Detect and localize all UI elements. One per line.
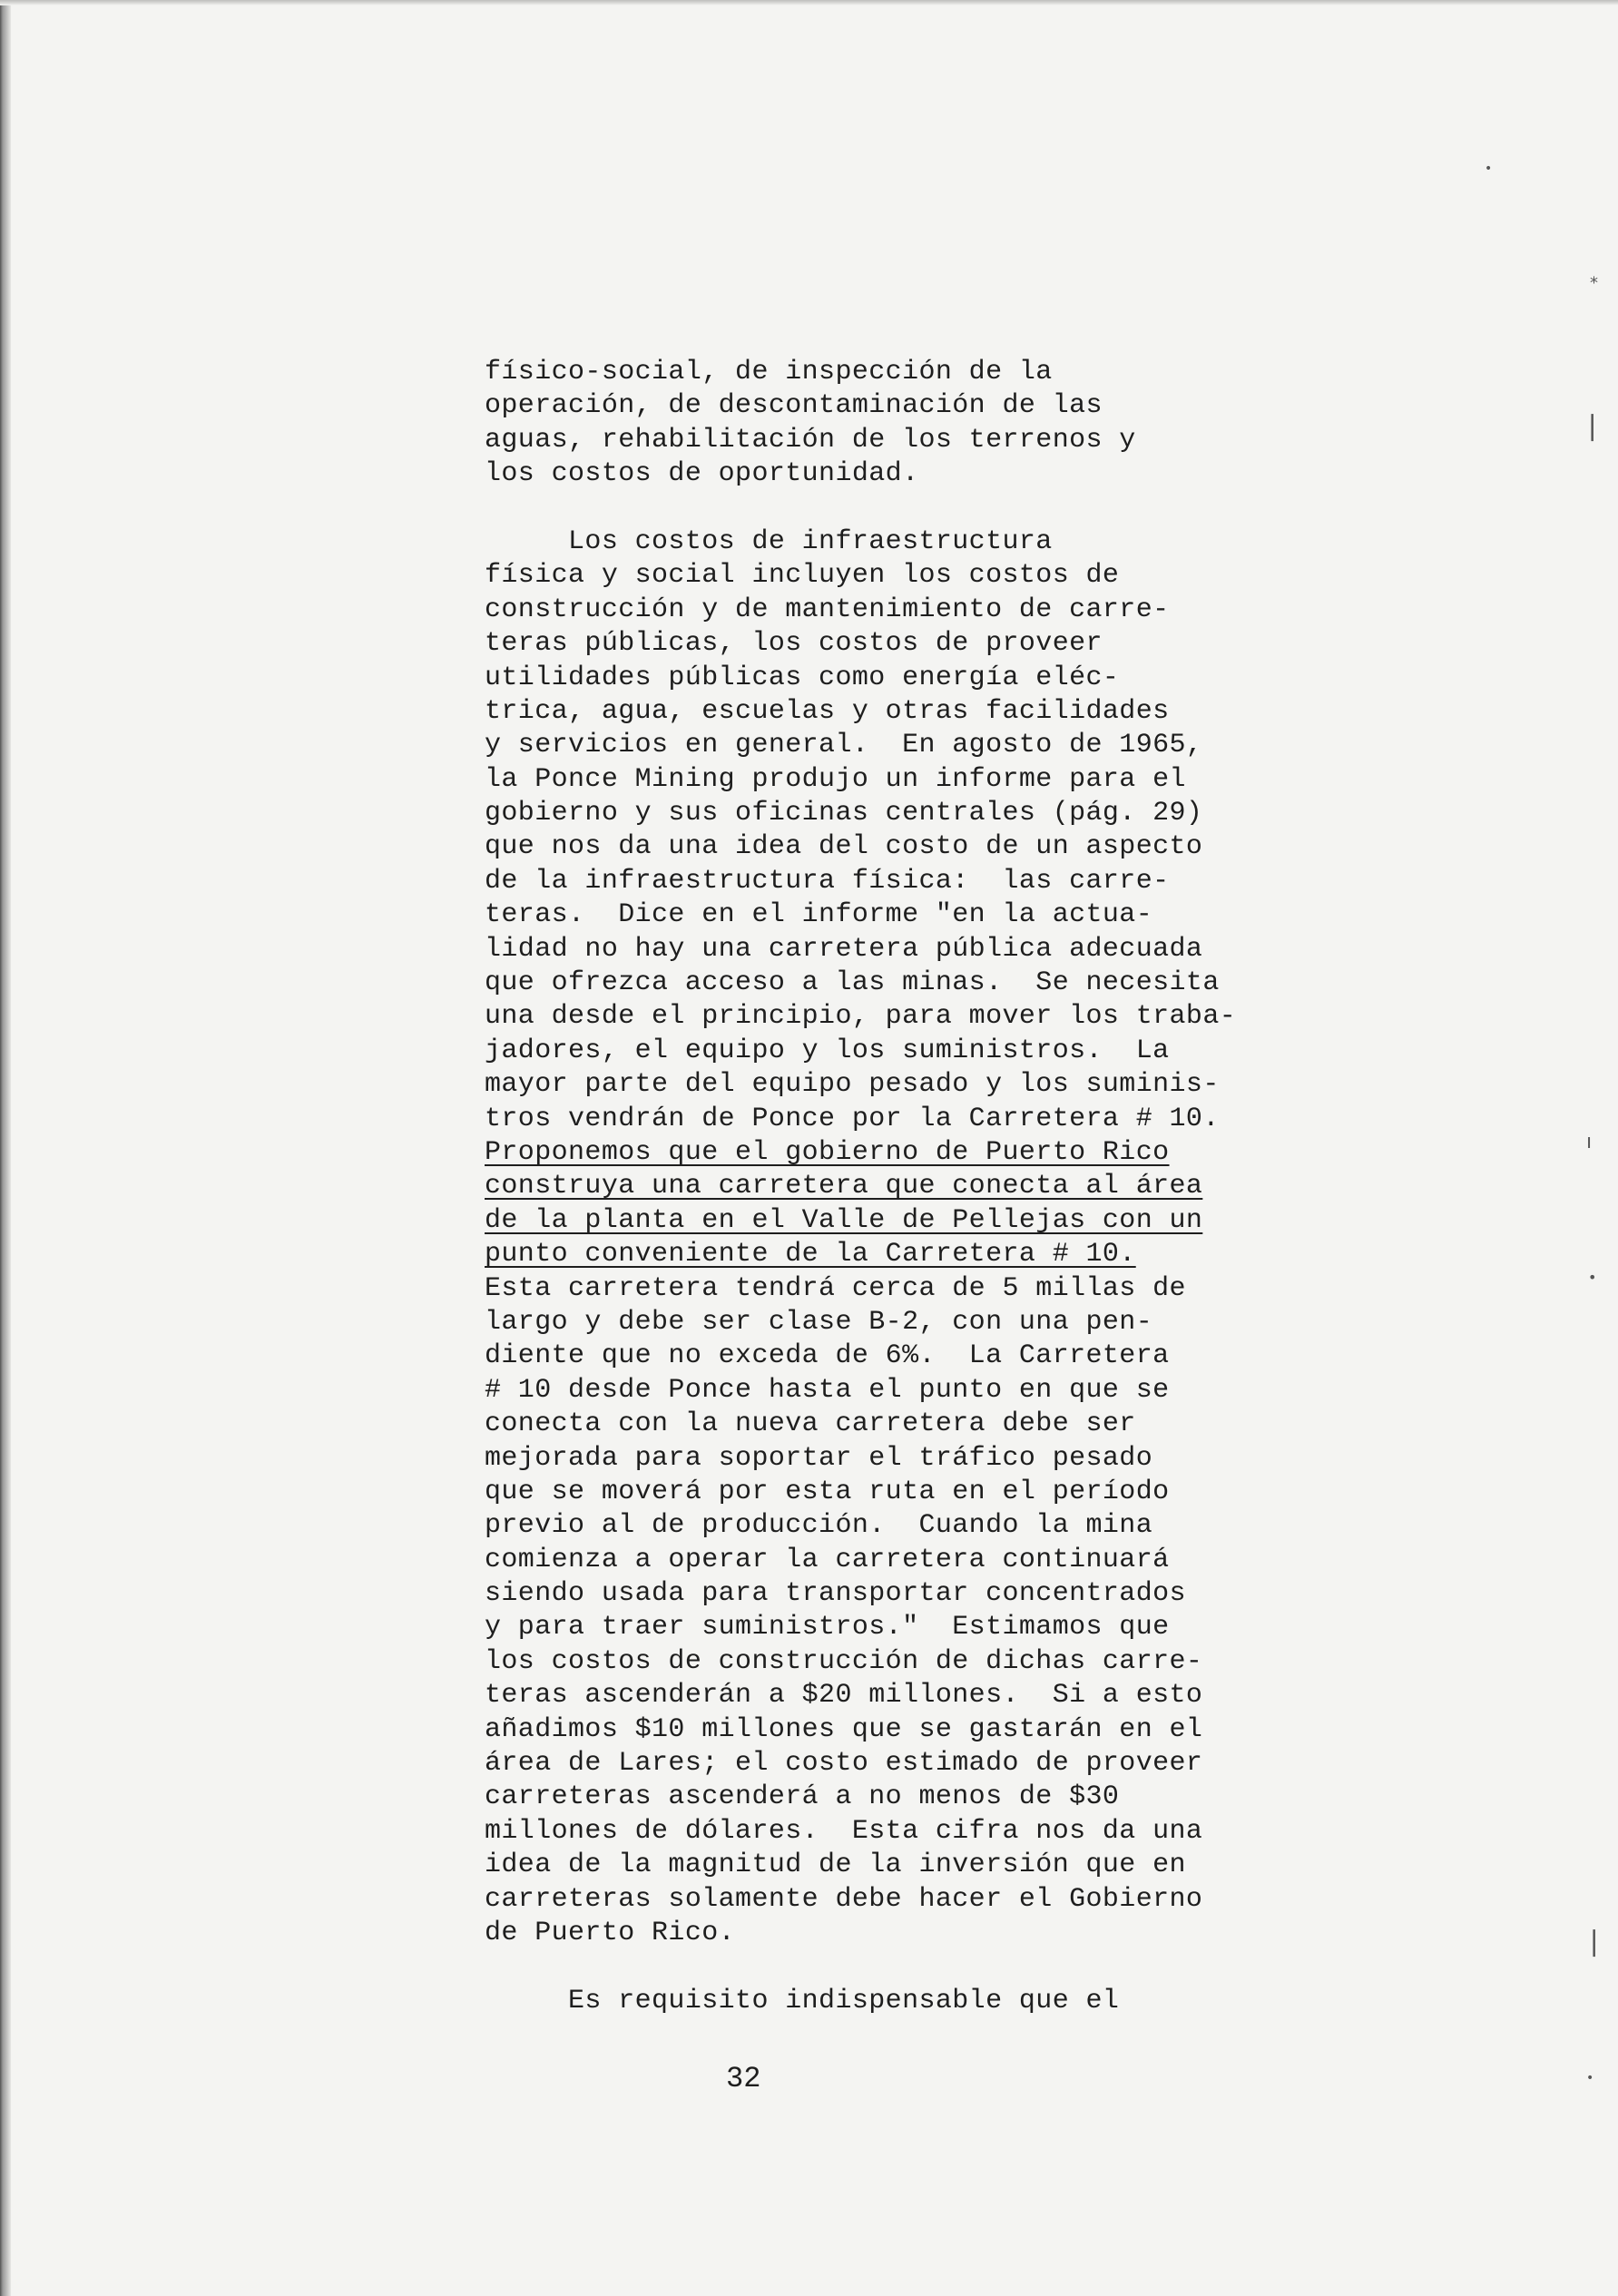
text-line: mayor parte del equipo pesado y los suminis- [485, 1069, 1220, 1101]
text-line: Los costos de infraestructura [485, 525, 1053, 557]
scan-speck: • [1485, 162, 1493, 176]
text-line: físico-social, de inspección de la [485, 357, 1053, 388]
underlined-text: construya una carretera que conecta al área [485, 1171, 1203, 1202]
text-line: y para traer suministros." Estimamos que [485, 1612, 1170, 1644]
text-line: teras. Dice en el informe "en la actua- [485, 899, 1153, 931]
underlined-text: punto conveniente de la Carretera # 10. [485, 1239, 1136, 1271]
text-line: construcción y de mantenimiento de carre- [485, 594, 1170, 625]
scan-speck: ❘ [1583, 1926, 1606, 1957]
text-line: teras públicas, los costos de proveer [485, 628, 1103, 660]
typed-text-body [485, 356, 1265, 2018]
text-line: previo al de producción. Cuando la mina [485, 1510, 1153, 1542]
text-line: jadores, el equipo y los suministros. La [485, 1035, 1170, 1066]
text-line: la Ponce Mining produjo un informe para el [485, 763, 1186, 795]
text-line: que se moverá por esta ruta en el período [485, 1476, 1170, 1507]
underlined-text: Proponemos que el gobierno de Puerto Rico [485, 1136, 1170, 1168]
text-line: los costos de construcción de dichas carre- [485, 1645, 1203, 1677]
text-line: conecta con la nueva carretera debe ser [485, 1408, 1136, 1440]
text-line: gobierno y sus oficinas centrales (pág. 29) [485, 798, 1203, 829]
underlined-text-line [485, 1238, 1265, 1271]
paragraph-gap [485, 492, 1265, 525]
scan-edge-left [0, 0, 11, 2296]
text-line: de la infraestructura física: las carre- [485, 865, 1170, 897]
text-line: lidad no hay una carretera pública adecuada [485, 933, 1203, 965]
text-line: trica, agua, escuelas y otras facilidades [485, 695, 1170, 727]
text-line: # 10 desde Ponce hasta el punto en que se [485, 1374, 1170, 1406]
text-line: largo y debe ser clase B-2, con una pen- [485, 1306, 1153, 1338]
text-line: siendo usada para transportar concentrados [485, 1578, 1186, 1610]
text-line: tros vendrán de Ponce por la Carretera # 10. [485, 1103, 1220, 1134]
text-line: Esta carretera tendrá cerca de 5 millas de [485, 1272, 1186, 1304]
text-line: carreteras ascenderá a no menos de $30 [485, 1781, 1120, 1813]
underlined-text-line [485, 1136, 1265, 1170]
scan-speck: ı [1586, 1131, 1593, 1153]
scan-speck: • [1588, 1269, 1597, 1286]
text-line: operación, de descontaminación de las [485, 390, 1103, 422]
text-line: carreteras solamente debe hacer el Gobierno [485, 1883, 1203, 1915]
text-line: utilidades públicas como energía eléc- [485, 662, 1120, 693]
text-line: Es requisito indispensable que el [485, 1985, 1120, 2016]
text-line: una desde el principio, para mover los traba- [485, 1001, 1237, 1033]
text-line: los costos de oportunidad. [485, 458, 919, 490]
scan-speck: • [1586, 2071, 1594, 2085]
text-line: añadimos $10 millones que se gastarán en el [485, 1713, 1203, 1745]
scan-speck: ⁎ [1590, 269, 1598, 288]
underlined-text: de la planta en el Valle de Pellejas con un [485, 1204, 1203, 1236]
scan-speck: ❘ [1581, 410, 1604, 442]
paragraph-2 [485, 525, 1265, 1950]
text-line: aguas, rehabilitación de los terrenos y [485, 424, 1136, 456]
text-line: millones de dólares. Esta cifra nos da una [485, 1815, 1203, 1847]
text-line: de Puerto Rico. [485, 1917, 736, 1948]
scan-edge-top [0, 0, 1618, 5]
text-line: que nos da una idea del costo de un aspecto [485, 831, 1203, 863]
text-line: área de Lares; el costo estimado de proveer [485, 1748, 1203, 1780]
text-line: teras ascenderán a $20 millones. Si a esto [485, 1680, 1203, 1712]
paragraph-3 [485, 1985, 1265, 2018]
text-line: idea de la magnitud de la inversión que en [485, 1850, 1186, 1881]
page-number: 32 [726, 2062, 761, 2095]
text-line: física y social incluyen los costos de [485, 560, 1120, 592]
paragraph-gap [485, 1950, 1265, 1984]
text-line: y servicios en general. En agosto de 1965, [485, 730, 1203, 761]
text-line: comienza a operar la carretera continuará [485, 1544, 1170, 1575]
paragraph-1 [485, 356, 1265, 492]
text-line: diente que no exceda de 6%. La Carretera [485, 1340, 1170, 1372]
underlined-text-line [485, 1204, 1265, 1238]
underlined-text-line [485, 1170, 1265, 1203]
text-line: que ofrezca acceso a las minas. Se necesita [485, 967, 1220, 999]
text-line: mejorada para soportar el tráfico pesado [485, 1442, 1153, 1474]
